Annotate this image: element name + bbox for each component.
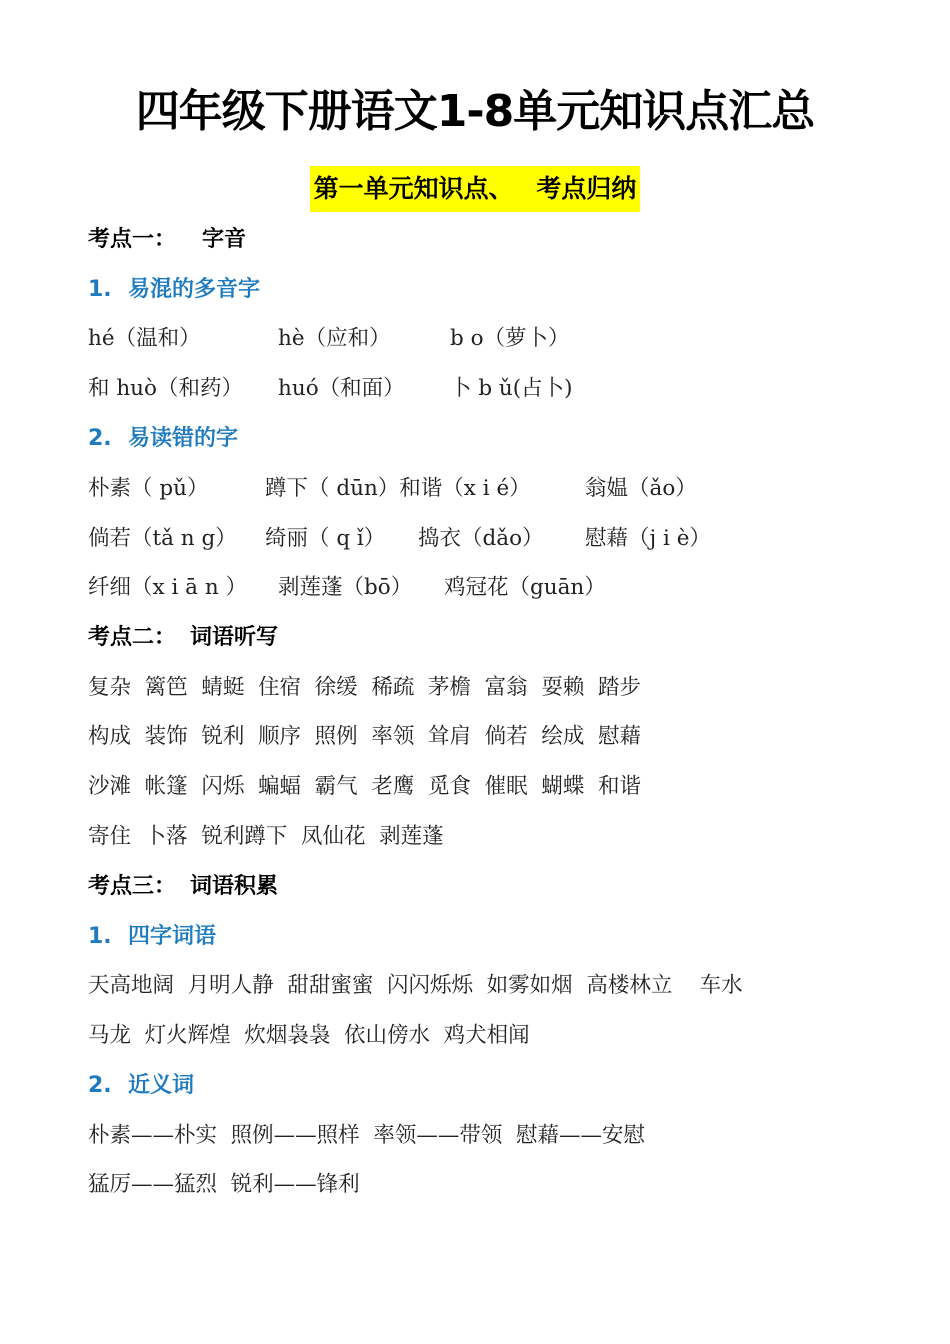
misread-row-3: 纤细（x i ā n ） 剥莲蓬（bō） 鸡冠花（guān） [88, 575, 606, 600]
point3-name: 词语积累 [190, 874, 279, 899]
dictation-line-4: 寄住 卜落 锐利蹲下 凤仙花 剥莲蓬 [88, 824, 444, 849]
point3-heading: 考点三： 词语积累 [88, 874, 279, 899]
idioms-line-1: 天高地阔 月明人静 甜甜蜜蜜 闪闪烁烁 如雾如烟 高楼林立 车水 [88, 973, 743, 998]
point1-heading: 考点一： 字音 [88, 227, 247, 252]
dictation-line-3: 沙滩 帐篷 闪烁 蝙蝠 霸气 老鹰 觅食 催眠 蝴蝶 和谐 [88, 774, 642, 799]
point1-sub2-heading: 2. 易读错的字 [88, 426, 239, 451]
point1-name: 字音 [202, 227, 247, 252]
synonym-line-2: 猛厉——猛烈 锐利——锋利 [88, 1172, 360, 1197]
dictation-line-2: 构成 装饰 锐利 顺序 照例 率领 耸肩 倘若 绘成 慰藉 [88, 724, 642, 749]
misread-row-2: 倘若（tǎ n g） 绮丽（ q ǐ） 捣衣（dǎo） 慰藉（j i è） [88, 526, 711, 551]
point2-heading: 考点二： 词语听写 [88, 625, 279, 650]
point3-sub1-heading: 1. 四字词语 [88, 924, 217, 949]
polyphone-row-2: 和 huò（和药） huó（和面） 卜 b ǔ(占卜) [88, 376, 573, 401]
point3-sub2-heading: 2. 近义词 [88, 1073, 195, 1098]
dictation-line-1: 复杂 篱笆 蜻蜓 住宿 徐缓 稀疏 茅檐 富翁 耍赖 踏步 [88, 675, 642, 700]
polyphone-row-1: hé（温和） hè（应和） b o（萝卜） [88, 326, 570, 351]
synonym-line-1: 朴素——朴实 照例——照样 率领——带领 慰藉——安慰 [88, 1123, 646, 1148]
misread-row-1: 朴素（ pǔ） 蹲下（ dūn）和谐（x i é） 翁媪（ǎo） [88, 476, 697, 501]
unit-subtitle: 第一单元知识点、 考点归纳 [310, 166, 641, 212]
point1-sub1-heading: 1. 易混的多音字 [88, 277, 261, 302]
page-title: 四年级下册语文1-8单元知识点汇总 [135, 86, 815, 137]
subtitle-container [0, 166, 950, 212]
point2-name: 词语听写 [190, 625, 279, 650]
idioms-line-2: 马龙 灯火辉煌 炊烟袅袅 依山傍水 鸡犬相闻 [88, 1023, 530, 1048]
